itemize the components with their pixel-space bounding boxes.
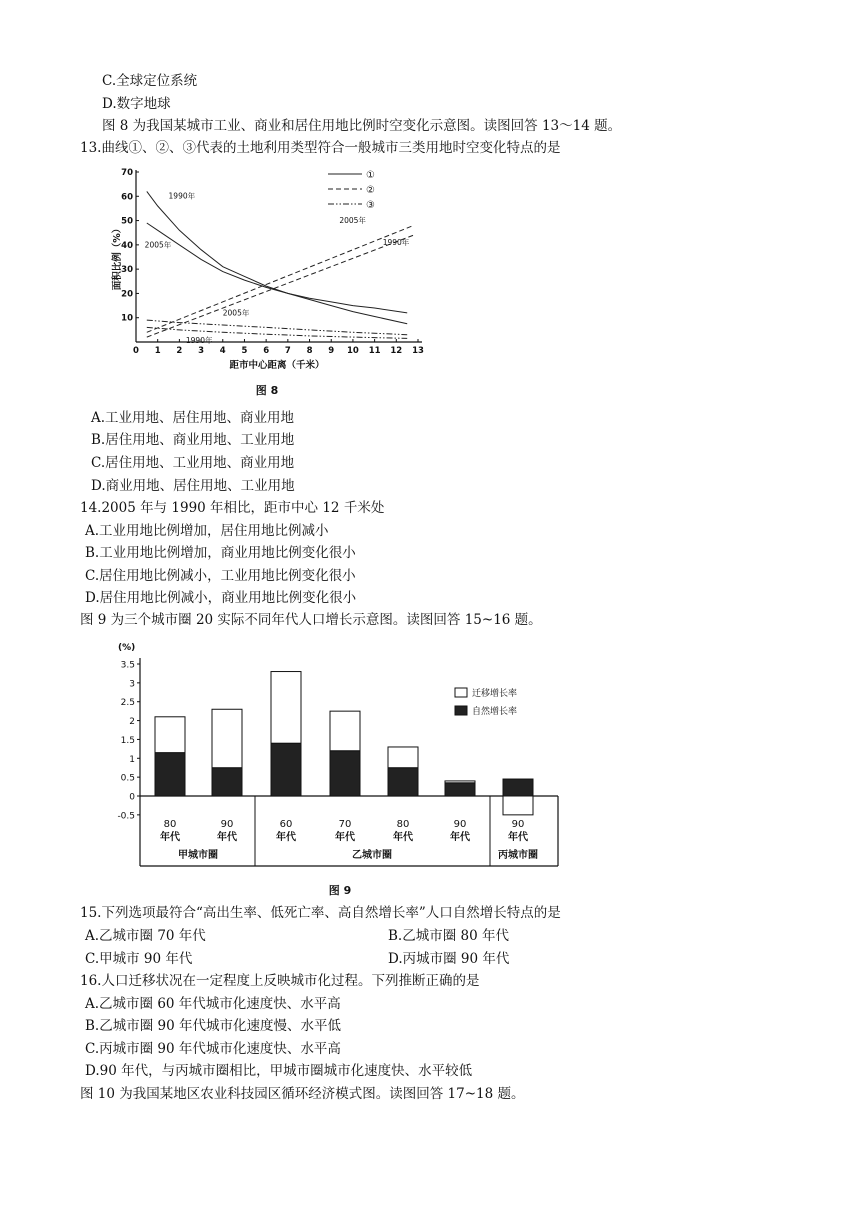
category-label-line2: 年代: [335, 832, 355, 843]
question-13-stem: 13.曲线①、②、③代表的土地利用类型符合一般城市三类用地时空变化特点的是: [80, 140, 561, 156]
y-tick-label: 60: [121, 192, 133, 203]
x-tick-label: 10: [347, 346, 359, 356]
x-tick-label: 2: [176, 346, 183, 356]
series-year-label: 1990年: [185, 336, 213, 346]
bar-migration-growth: [212, 709, 242, 767]
y-tick-label: 10: [121, 313, 133, 324]
x-tick-label: 5: [241, 346, 248, 356]
x-tick-label: 1: [154, 346, 161, 356]
bar-migration-growth: [271, 672, 301, 744]
series-line-2: [144, 223, 407, 324]
x-tick-label: 3: [198, 346, 205, 356]
bar-migration-growth: [503, 796, 533, 815]
intro-figure-8: 图 8 为我国某城市工业、商业和居住用地比例时空变化示意图。读图回答 13～14 题。: [102, 118, 622, 134]
legend-label-migration: 迁移增长率: [472, 689, 518, 699]
y-tick-label: 1: [129, 754, 135, 765]
y-tick-label: -0.5: [117, 811, 135, 822]
x-tick-label: 6: [263, 346, 270, 356]
q16-option-b: B.乙城市圈 90 年代城市化速度慢、水平低: [85, 1018, 341, 1034]
x-tick-label: 7: [284, 346, 291, 356]
category-label-line2: 年代: [450, 832, 470, 843]
y-tick-label: 3.5: [120, 660, 135, 671]
q16-option-a: A.乙城市圈 60 年代城市化速度快、水平高: [85, 996, 341, 1012]
y-tick-label: 0: [129, 792, 135, 803]
bar-natural-growth: [445, 783, 475, 796]
figure-8-caption: 图 8: [255, 384, 279, 397]
category-label-line1: 90: [453, 819, 467, 830]
legend-label-2: ②: [366, 185, 375, 196]
q13-option-c: C.居住用地、工业用地、商业用地: [91, 455, 295, 471]
category-label-line1: 60: [279, 819, 293, 830]
option-d-digital-earth: D.数字地球: [102, 96, 171, 112]
figure-9-bar-chart: [100, 636, 570, 904]
y-tick-label: 0.5: [120, 773, 135, 784]
bar-natural-growth: [503, 779, 533, 796]
category-label-line1: 90: [220, 819, 234, 830]
x-tick-label: 11: [368, 346, 381, 356]
x-tick-label: 9: [328, 346, 335, 356]
y-tick-label: 70: [121, 168, 133, 178]
x-tick-label: 12: [390, 346, 403, 356]
x-tick-label: 8: [306, 346, 313, 356]
q13-option-a: A.工业用地、居住用地、商业用地: [91, 410, 295, 426]
y-tick-label: 3: [129, 679, 135, 690]
series-year-label: 2005年: [339, 216, 366, 225]
y-axis-title: 面积比例（%）: [112, 223, 123, 291]
y-tick-label: 2.5: [120, 698, 135, 709]
legend-label-3: ③: [366, 200, 375, 211]
bar-migration-growth: [155, 717, 185, 753]
q15-option-c: C.甲城市 90 年代: [85, 951, 193, 967]
category-label-line2: 年代: [217, 832, 237, 843]
legend-label-1: ①: [366, 170, 375, 181]
bar-natural-growth: [271, 743, 301, 796]
series-year-label: 2005年: [222, 308, 250, 318]
category-label-line2: 年代: [393, 832, 413, 843]
q13-option-d: D.商业用地、居住用地、工业用地: [91, 478, 295, 494]
legend-swatch-natural: [455, 706, 467, 715]
question-16-stem: 16.人口迁移状况在一定程度上反映城市化过程。下列推断正确的是: [80, 973, 480, 989]
bar-natural-growth: [330, 751, 360, 796]
y-tick-label: 50: [121, 216, 133, 227]
x-axis-title: 距市中心距离（千米）: [229, 360, 325, 371]
category-label-line1: 70: [338, 819, 352, 830]
option-c-gps: C.全球定位系统: [102, 73, 198, 89]
category-label-line1: 80: [396, 819, 410, 830]
q15-option-a: A.乙城市圈 70 年代: [85, 928, 206, 944]
q15-option-d: D.丙城市圈 90 年代: [388, 951, 510, 967]
figure-9-caption: 图 9: [328, 884, 352, 897]
bar-migration-growth: [330, 711, 360, 751]
y-tick-label: 20: [121, 289, 133, 300]
bar-natural-growth: [155, 753, 185, 796]
q16-option-d: D.90 年代，与丙城市圈相比，甲城市圈城市化速度快、水平较低: [85, 1063, 473, 1079]
group-label: 丙城市圈: [498, 850, 538, 861]
y-tick-label: 2: [129, 717, 135, 728]
legend-swatch-migration: [455, 688, 467, 697]
y-tick-label: 1.5: [120, 735, 135, 746]
y-axis-unit: (%): [118, 643, 136, 653]
series-year-label: 2005年: [144, 240, 172, 250]
q16-option-c: C.丙城市圈 90 年代城市化速度快、水平高: [85, 1041, 341, 1057]
bar-migration-growth: [445, 781, 475, 783]
legend-label-natural: 自然增长率: [472, 707, 518, 717]
category-label-line2: 年代: [160, 832, 180, 843]
series-year-label: 1990年: [168, 191, 196, 201]
q14-option-a: A.工业用地比例增加，居住用地比例减小: [85, 523, 329, 539]
question-15-stem: 15.下列选项最符合“高出生率、低死亡率、高自然增长率”人口自然增长特点的是: [80, 905, 561, 921]
intro-figure-10: 图 10 为我国某地区农业科技园区循环经济模式图。读图回答 17~18 题。: [80, 1086, 525, 1102]
figure-9: [100, 636, 570, 908]
q15-option-b: B.乙城市圈 80 年代: [388, 928, 509, 944]
series-year-label: 1990年: [382, 237, 410, 247]
category-label-line1: 80: [163, 819, 177, 830]
category-label-line2: 年代: [508, 832, 528, 843]
x-tick-label: 4: [219, 346, 226, 356]
question-14-stem: 14.2005 年与 1990 年相比，距市中心 12 千米处: [80, 500, 385, 516]
q13-option-b: B.居住用地、商业用地、工业用地: [91, 432, 295, 448]
x-tick-label: 0: [133, 346, 139, 356]
group-label: 甲城市圈: [178, 850, 218, 861]
category-label-line1: 90: [511, 819, 525, 830]
bar-natural-growth: [388, 768, 418, 796]
bar-migration-growth: [388, 747, 418, 768]
y-tick-label: 40: [121, 240, 133, 251]
q14-option-b: B.工业用地比例增加，商业用地比例变化很小: [85, 545, 356, 561]
y-tick-label: 30: [121, 265, 133, 276]
category-label-line2: 年代: [276, 832, 296, 843]
q14-option-d: D.居住用地比例减小，商业用地比例变化很小: [85, 590, 357, 606]
figure-8-line-chart: [108, 162, 438, 400]
x-tick-label: 13: [412, 346, 424, 356]
q14-option-c: C.居住用地比例减小，工业用地比例变化很小: [85, 568, 356, 584]
bar-natural-growth: [212, 768, 242, 796]
figure-8: [108, 162, 438, 404]
group-label: 乙城市圈: [352, 850, 392, 861]
intro-figure-9: 图 9 为三个城市圈 20 实际不同年代人口增长示意图。读图回答 15~16 题。: [80, 612, 542, 628]
